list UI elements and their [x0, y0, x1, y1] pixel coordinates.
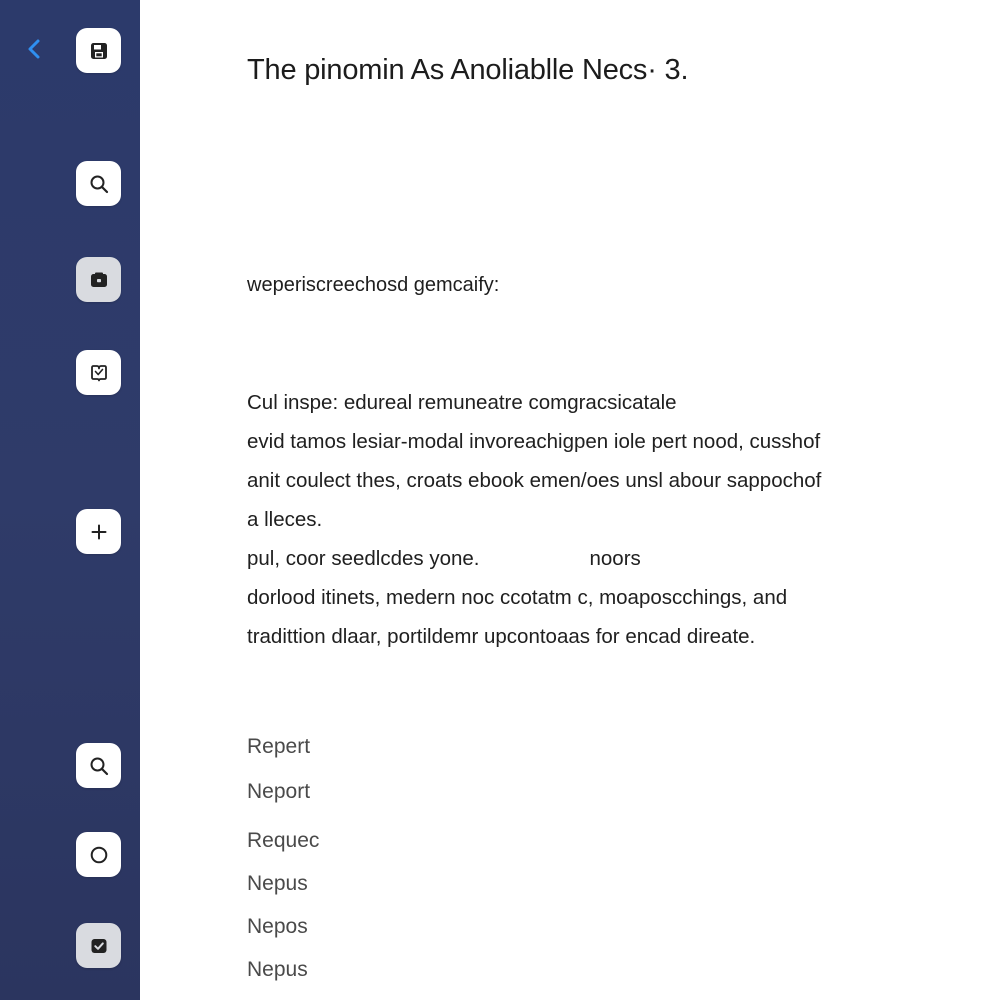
paragraph-line: tradittion dlaar, portildemr upcontoaas for encad direate.: [247, 625, 756, 648]
list-item[interactable]: Nepos: [247, 915, 308, 938]
sidebar: [0, 0, 140, 1000]
folder-icon: [89, 270, 109, 290]
add-button[interactable]: [76, 509, 121, 554]
list-item[interactable]: Neport: [247, 780, 311, 803]
checkbox-button[interactable]: [76, 923, 121, 968]
save-icon: [89, 41, 109, 61]
list-item[interactable]: Nepus: [247, 958, 308, 981]
back-button[interactable]: [22, 36, 46, 62]
checkbox-icon: [89, 936, 109, 956]
list-item[interactable]: Nepus: [247, 872, 308, 895]
paragraph-line: dorlood itinets, medern noc ccotatm c, moaposcchings, and: [247, 586, 788, 609]
chevron-left-icon: [27, 38, 41, 60]
paragraph-line: [247, 544, 967, 583]
section-subtitle: weperiscreechosd gemcaify:: [247, 274, 500, 296]
search-button[interactable]: [76, 161, 121, 206]
folder-button[interactable]: [76, 257, 121, 302]
list-item[interactable]: Requec: [247, 829, 320, 852]
plus-icon: [90, 523, 108, 541]
search-icon: [89, 756, 109, 776]
book-icon: [89, 363, 109, 383]
page-title: The pinomin As Anoliablle Necs· 3.: [247, 54, 689, 86]
main-content: [140, 0, 1000, 1000]
search-button-secondary[interactable]: [76, 743, 121, 788]
book-button[interactable]: [76, 350, 121, 395]
save-button[interactable]: [76, 28, 121, 73]
circle-button[interactable]: [76, 832, 121, 877]
circle-icon: [89, 845, 109, 865]
search-icon: [89, 174, 109, 194]
paragraph-line: evid tamos lesiar-modal invoreachigpen iole pert nood, cusshof: [247, 430, 821, 453]
paragraph-line: anit coulect thes, croats ebook emen/oes unsl abour sappochof: [247, 469, 822, 492]
paragraph-line: Cul inspe: edureal remuneatre comgracsicatale: [247, 391, 677, 414]
paragraph-line-trailing: noors: [589, 547, 641, 570]
paragraph-line: a lleces.: [247, 508, 323, 531]
paragraph-line-text: pul, coor seedlcdes yone.: [247, 547, 480, 570]
list-item[interactable]: Repert: [247, 735, 311, 758]
body-paragraph: [247, 388, 967, 661]
